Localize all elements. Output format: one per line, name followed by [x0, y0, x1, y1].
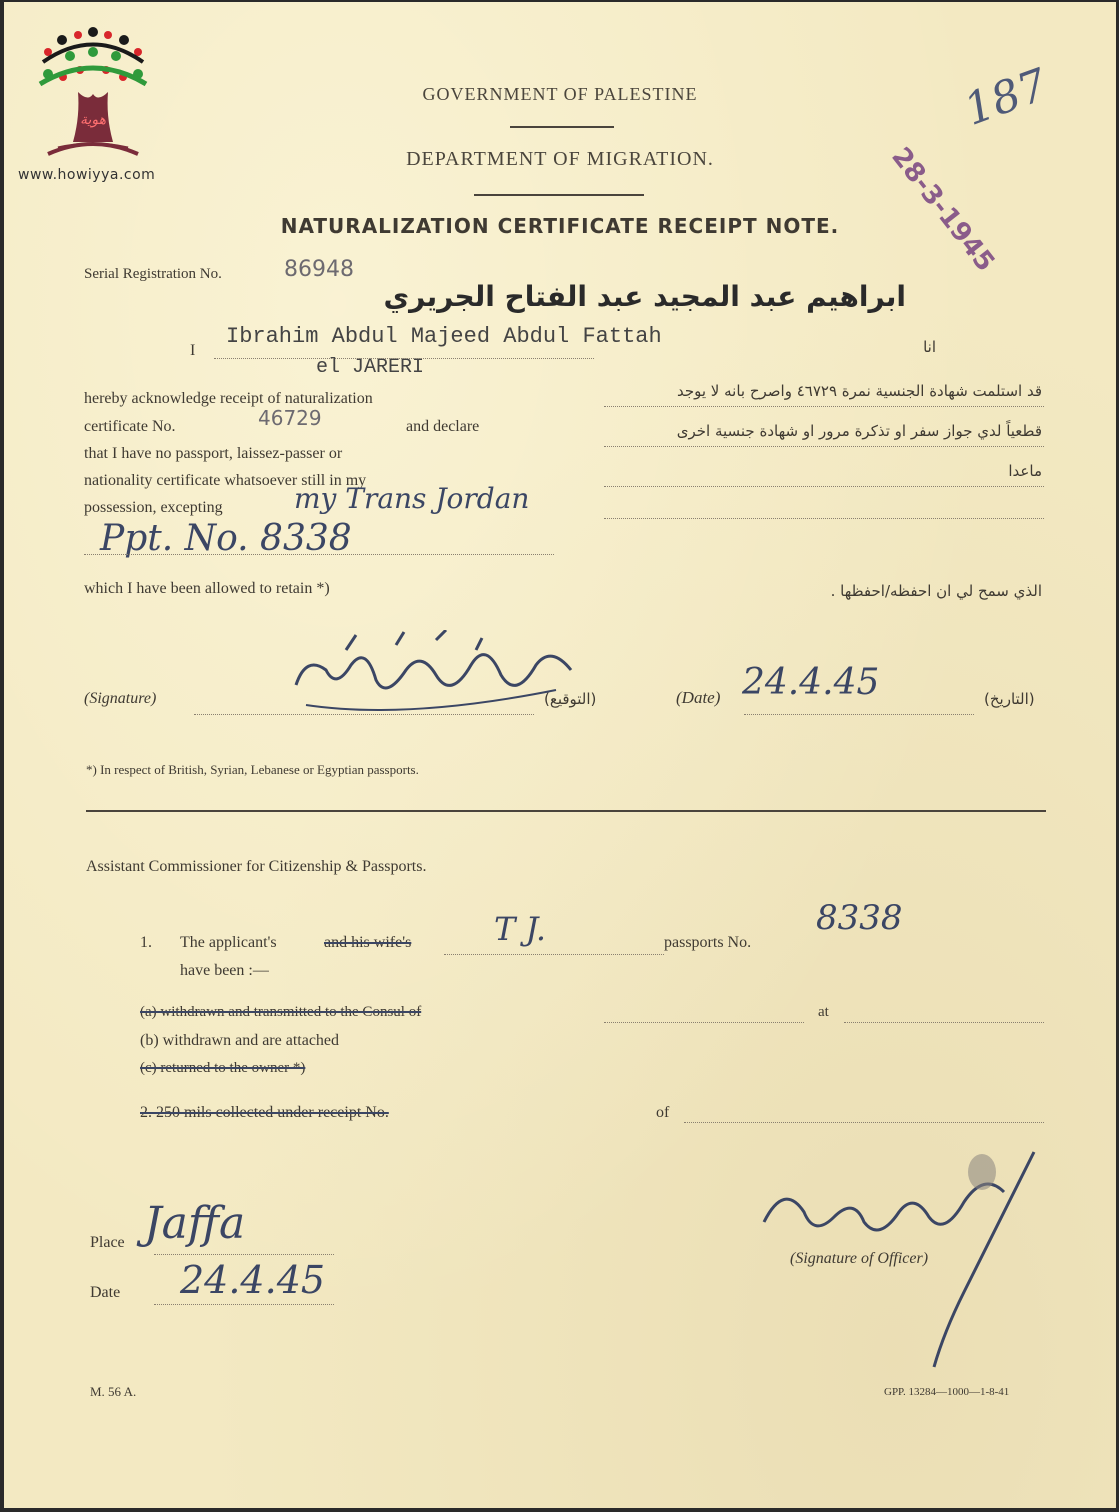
arabic-dotline-2 [604, 446, 1044, 447]
government-heading: GOVERNMENT OF PALESTINE [422, 84, 698, 104]
item1-handwriting: T J. [494, 910, 547, 948]
place-label: Place [90, 1234, 125, 1251]
date-arabic-label: (التاريخ) [984, 690, 1035, 708]
date-office-handwriting: 24.4.45 [180, 1258, 326, 1302]
name-dotline [214, 358, 594, 359]
date-label: (Date) [676, 688, 721, 707]
item1-struck-text: and his wife's [324, 934, 412, 951]
item1-dotline [444, 954, 664, 955]
body-line-2b: and declare [406, 418, 480, 435]
signature-label: (Signature) [84, 690, 157, 707]
applicant-signature-icon [286, 630, 586, 724]
svg-text:هوية: هوية [79, 112, 107, 128]
document-page [4, 2, 1116, 1508]
arabic-body-line-2: قطعياً لدي جواز سفر او تذكرة مرور او شهادة جنسية اخرى [676, 422, 1042, 440]
pronoun-i: I [190, 342, 196, 359]
item2-dotline [684, 1122, 1044, 1123]
passport-handwriting: Ppt. No. 8338 [100, 518, 352, 559]
arabic-body-line-3: ماعدا [1008, 462, 1042, 480]
applicant-name-line1: Ibrahim Abdul Majeed Abdul Fattah [226, 324, 662, 349]
body-line-3: that I have no passport, laissez-passer or [84, 445, 343, 462]
option-a-dotline-1 [604, 1022, 804, 1023]
arabic-dotline-3 [604, 486, 1044, 487]
arabic-retain-line: الذي سمح لي ان احفظه/احفظها . [830, 582, 1042, 600]
place-dotline [154, 1254, 334, 1255]
option-a-at: at [818, 1004, 829, 1020]
body-line-2a: certificate No. [84, 418, 176, 435]
section-divider [86, 810, 1046, 812]
signature-arabic-label: (التوقيع) [544, 690, 597, 708]
signature-dotline [194, 714, 534, 715]
body-line-5: possession, excepting [84, 499, 223, 516]
option-a-dotline-2 [844, 1022, 1044, 1023]
stamp-number: 187 [957, 59, 1055, 136]
option-c-struck: (c) returned to the owner *) [140, 1060, 306, 1076]
date-dotline-office [154, 1304, 334, 1305]
item1-text-a: The applicant's [180, 934, 277, 951]
item1-number: 1. [140, 934, 152, 951]
form-code: M. 56 A. [90, 1384, 137, 1399]
passport-number-handwriting: 8338 [816, 898, 903, 938]
serial-label: Serial Registration No. [84, 266, 222, 282]
applicant-name-line2: el JARERI [316, 356, 425, 379]
option-a-struck: (a) withdrawn and transmitted to the Consul of [140, 1004, 422, 1020]
date-label-office: Date [90, 1284, 121, 1301]
date-handwriting: 24.4.45 [742, 662, 880, 703]
footnote: *) In respect of British, Syrian, Lebanese or Egyptian passports. [86, 762, 419, 777]
logo-website[interactable]: www.howiyya.com [18, 167, 156, 183]
excepting-handwriting: my Trans Jordan [294, 482, 530, 515]
item2-of: of [656, 1104, 670, 1121]
department-divider [474, 194, 644, 196]
date-dotline [744, 714, 974, 715]
certificate-number: 46729 [258, 406, 322, 430]
arabic-pronoun: انا [923, 338, 936, 356]
arabic-dotline-1 [604, 406, 1044, 407]
form-title: NATURALIZATION CERTIFICATE RECEIPT NOTE. [280, 214, 840, 238]
applicant-arabic-name: ابراهيم عبد المجيد عبد الفتاح الجريري [383, 280, 906, 313]
serial-value: 86948 [284, 257, 354, 282]
arabic-body-line-1: قد استلمت شهادة الجنسية نمرة ٤٦٧٢٩ واصرح بانه لا يوجد [676, 382, 1042, 400]
printer-code: GPP. 13284—1000—1-8-41 [884, 1386, 1010, 1398]
body-line-4: nationality certificate whatsoever still in my [84, 472, 367, 489]
date-stamp: 28-3-1945 [885, 142, 1001, 278]
department-heading: DEPARTMENT OF MIGRATION. [406, 148, 714, 170]
header-divider [510, 126, 614, 128]
item1-text-b: passports No. [664, 934, 752, 951]
place-handwriting: Jaffa [144, 1198, 246, 1249]
option-b: (b) withdrawn and are attached [140, 1032, 340, 1049]
body-line-1: hereby acknowledge receipt of naturalization [84, 390, 373, 407]
retain-line: which I have been allowed to retain *) [84, 580, 330, 597]
excepting-dotline [84, 554, 554, 555]
officer-signature-label: (Signature of Officer) [790, 1250, 929, 1267]
item2-struck: 2. 250 mils collected under receipt No. [140, 1104, 389, 1121]
arabic-dotline-4 [604, 518, 1044, 519]
item1-text-c: have been :— [180, 962, 269, 979]
office-heading: Assistant Commissioner for Citizenship & Passports. [86, 858, 427, 875]
